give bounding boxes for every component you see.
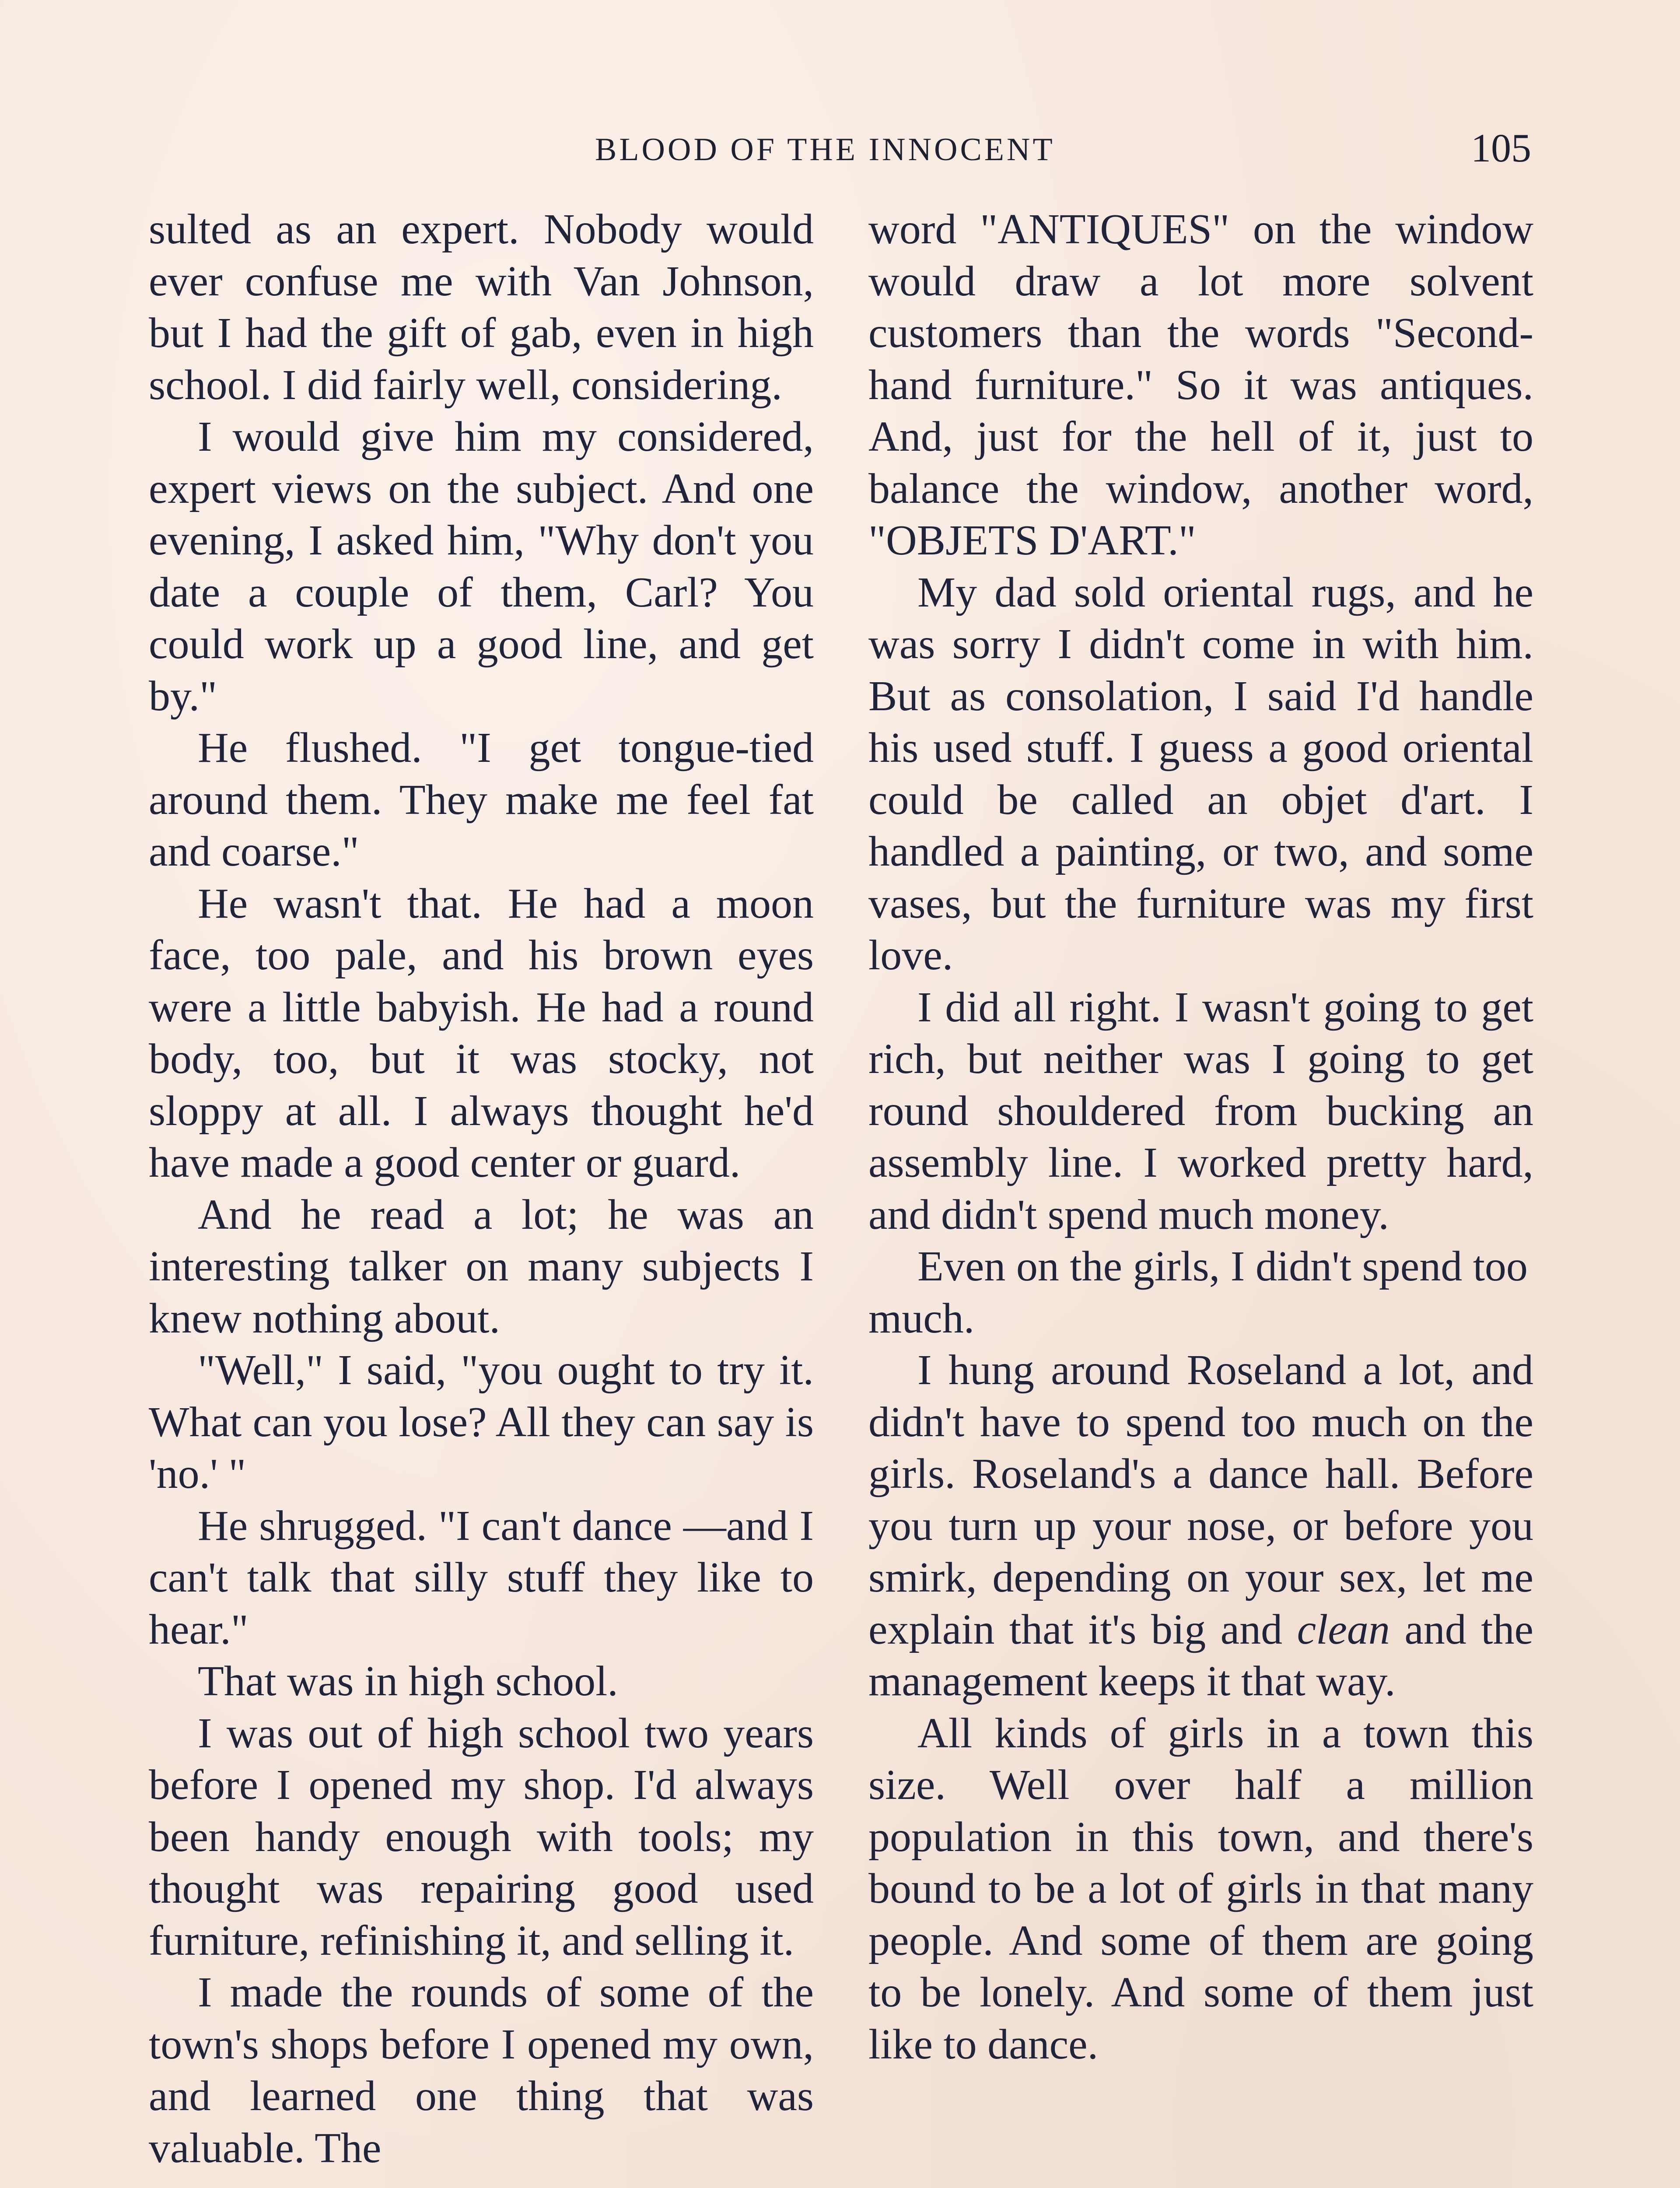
- italic-word: clean: [1297, 1606, 1390, 1653]
- paragraph: I was out of high school two years before I opened my shop. I'd always been handy enough with tools; my thought was repairing good used furniture, refinishing it, and selling it.: [149, 1709, 814, 1964]
- paragraph: word "ANTIQUES" on the window would draw a lot more solvent customers than the words "Second-hand furniture." So it was antiques. And, just for the hell of it, just to balance the window, another word, "OBJETS D'ART.": [868, 206, 1533, 564]
- paragraph: [868, 1344, 1533, 1708]
- right-column: [868, 203, 1533, 2070]
- text-run: I hung around Roseland a lot, and didn't have to spend too much on the girls. Roseland's a dance hall. Before you turn up your nose, or before you smirk, depending on your sex, let me explain that it's big and: [868, 1346, 1533, 1653]
- paragraph: Even on the girls, I didn't spend too much.: [868, 1243, 1528, 1342]
- left-column: [149, 203, 814, 2174]
- paragraph: I made the rounds of some of the town's shops before I opened my own, and learned one thing that was valuable. The: [149, 1969, 814, 2172]
- text-run: and the management keeps it that way.: [868, 1606, 1533, 1705]
- paragraph: He wasn't that. He had a moon face, too pale, and his brown eyes were a little babyish. He had a round body, too, but it was stocky, not sloppy at all. I always thought he'd have made a good center or guard.: [149, 880, 814, 1186]
- running-head: BLOOD OF THE INNOCENT: [595, 132, 1055, 168]
- paragraph: "Well," I said, "you ought to try it. What can you lose? All they can say is 'no.' ": [149, 1346, 814, 1497]
- paragraph: And he read a lot; he was an interesting talker on many subjects I knew nothing about.: [149, 1191, 814, 1342]
- paragraph: He flushed. "I get tongue-tied around them. They make me feel fat and coarse.": [149, 724, 814, 875]
- paragraph: That was in high school.: [198, 1658, 618, 1705]
- paragraph: My dad sold oriental rugs, and he was sorry I didn't come in with him. But as consolation, I said I'd handle his used stuff. I guess a good oriental could be called an objet d'art. I handled a painting, or two, and some vases, but the furniture was my first love.: [868, 568, 1533, 979]
- paragraph: I did all right. I wasn't going to get rich, but neither was I going to get round shouldered from bucking an assembly line. I worked pretty hard, and didn't spend much money.: [868, 983, 1533, 1238]
- page-number: 105: [1471, 126, 1531, 170]
- paragraph: All kinds of girls in a town this size. Well over half a million population in this town, and there's bound to be a lot of girls in that many people. And some of them are going to be lonely. And some of them just like to dance.: [868, 1709, 1533, 2068]
- paragraph: sulted as an expert. Nobody would ever confuse me with Van Johnson, but I had the gift of gab, even in high school. I did fairly well, considering.: [149, 206, 814, 409]
- paragraph: He shrugged. "I can't dance —and I can't talk that silly stuff they like to hear.": [149, 1502, 814, 1653]
- paragraph: I would give him my considered, expert views on the subject. And one evening, I asked him, "Why don't you date a couple of them, Carl? You could work up a good line, and get by.": [149, 413, 814, 720]
